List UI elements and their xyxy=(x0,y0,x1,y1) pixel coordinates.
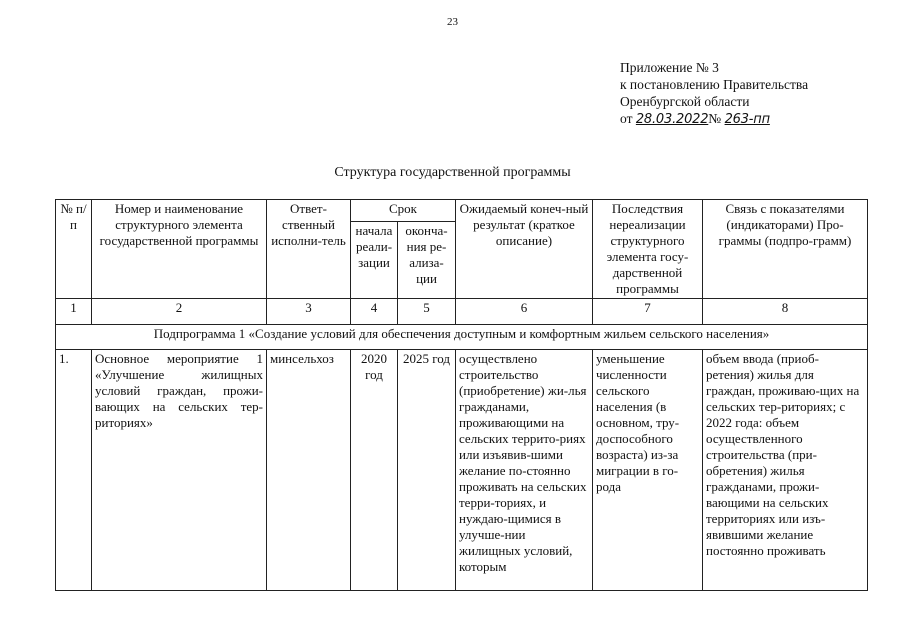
header-result: Ожидаемый конеч-ный результат (краткое описание) xyxy=(456,200,593,299)
document-title: Структура государственной программы xyxy=(334,165,571,180)
handwritten-number: 263-пп xyxy=(724,112,770,127)
row-indicators: объем ввода (приоб-ретения) жилья для граждан, проживаю-щих на сельских тер-риториях; с 2022 года: объем осуществленного строительства (при-обретения) жилья гражданами, прожи-вающими на сельских территориях или изъ-явившими желание постоянно проживать xyxy=(703,350,868,591)
col-number: 8 xyxy=(703,299,868,325)
appendix-title: Приложение № 3 xyxy=(620,60,719,75)
header-term: Срок xyxy=(351,200,456,222)
program-structure-table xyxy=(55,199,868,591)
number-prefix: № xyxy=(708,111,722,126)
row-consequences: уменьшение численности сельского населения (в основном, тру-доспособного возраста) из-за миграции в го-рода xyxy=(593,350,703,591)
row-executor: минсельхоз xyxy=(267,350,351,591)
header-start: начала реали-зации xyxy=(351,222,398,299)
appendix-region: Оренбургской области xyxy=(620,94,750,109)
header-executor: Ответ-ственный исполни-тель xyxy=(267,200,351,299)
header-end: оконча-ния ре-ализа-ции xyxy=(398,222,456,299)
handwritten-date: 28.03.2022 xyxy=(635,112,709,127)
col-number: 2 xyxy=(92,299,267,325)
header-row xyxy=(56,200,868,222)
col-number: 4 xyxy=(351,299,398,325)
page-number: 23 xyxy=(447,16,458,28)
col-number: 1 xyxy=(56,299,92,325)
row-start: 2020 год xyxy=(351,350,398,591)
appendix-date-line xyxy=(620,110,808,128)
col-number: 5 xyxy=(398,299,456,325)
col-number: 7 xyxy=(593,299,703,325)
col-number: 3 xyxy=(267,299,351,325)
subprogram-title: Подпрограмма 1 «Создание условий для обеспечения доступным и комфортным жильем сельского населения» xyxy=(56,324,868,350)
row-end: 2025 год xyxy=(398,350,456,591)
header-indicators: Связь с показателями (индикаторами) Про-граммы (подпро-грамм) xyxy=(703,200,868,299)
row-result: осуществлено строительство (приобретение) жи-лья гражданами, проживающими на сельских террито-риях или изъявив-шими желание по-стоянно проживать на сельских терри-ториях, и нуждаю-щимися в улучше-нии жилищных условий, которым xyxy=(456,350,593,591)
row-number: 1. xyxy=(56,350,92,591)
header-element-name: Номер и наименование структурного элемента государственной программы xyxy=(92,200,267,299)
appendix-resolution: к постановлению Правительства xyxy=(620,77,809,92)
col-number: 6 xyxy=(456,299,593,325)
header-number: № п/п xyxy=(56,200,92,299)
appendix-block xyxy=(620,59,808,128)
date-prefix: от xyxy=(620,111,633,126)
table-row xyxy=(56,350,868,591)
header-consequences: Последствия нереализации структурного элемента госу-дарственной программы xyxy=(593,200,703,299)
row-element-name: Основное мероприятие 1 «Улучшение жилищных условий граждан, прожи-вающих на сельских тер-риториях» xyxy=(92,350,267,591)
subprogram-row xyxy=(56,324,868,350)
column-numbers-row xyxy=(56,299,868,325)
